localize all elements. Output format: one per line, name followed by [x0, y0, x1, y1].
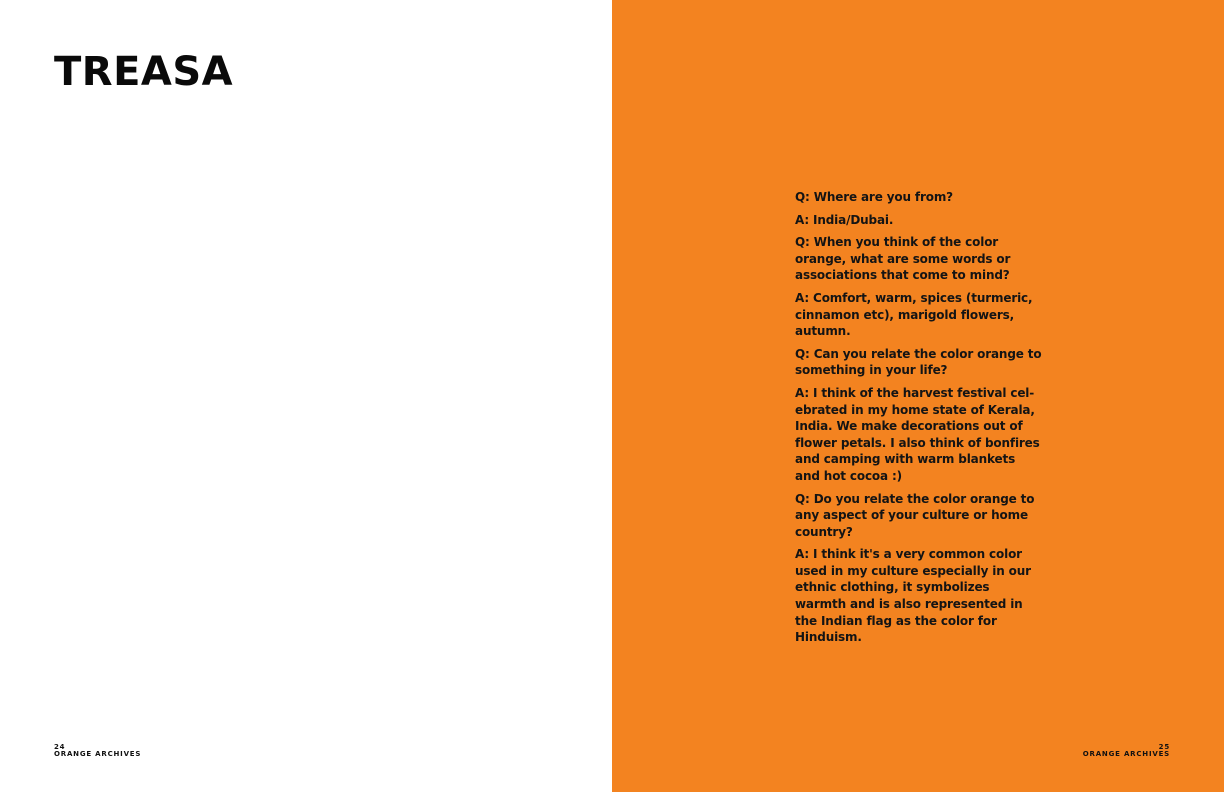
page-title: TREASA: [54, 49, 234, 95]
question-life: Q: Can you relate the color orange to something in your life?: [795, 346, 1042, 378]
question-origin: Q: Where are you from?: [795, 190, 953, 204]
answer-associations: A: Comfort, warm, spices (turmeric, cinnamon etc), marigold flowers, autumn.: [795, 290, 1033, 339]
page-number-left: 24: [54, 743, 66, 751]
right-folio: [1083, 744, 1170, 758]
right-page: [612, 0, 1224, 792]
running-footer-right: ORANGE ARCHIVES: [1082, 750, 1170, 758]
answer-culture: A: I think it's a very common color used in my culture especially in our ethnic clothing, it symbolizes warmth and is also represented in the Indian flag as the color for Hinduism.: [795, 547, 1031, 645]
question-culture: Q: Do you relate the color orange to any aspect of your culture or home country?: [795, 491, 1035, 539]
answer-origin: A: India/Dubai.: [795, 212, 894, 227]
left-folio: [54, 744, 141, 758]
answer-life: A: I think of the harvest festival cel-ebrated in my home state of Kerala, India. We make decorations out of flower petals. I also think of bonfires and camping with warm blankets and hot cocoa :): [795, 385, 1040, 483]
page-number-right: 25: [1158, 743, 1170, 751]
question-associations: Q: When you think of the color orange, what are some words or associations that come to mind?: [795, 235, 1011, 283]
interview-text: [795, 189, 1043, 652]
running-footer-left: ORANGE ARCHIVES: [54, 750, 142, 758]
